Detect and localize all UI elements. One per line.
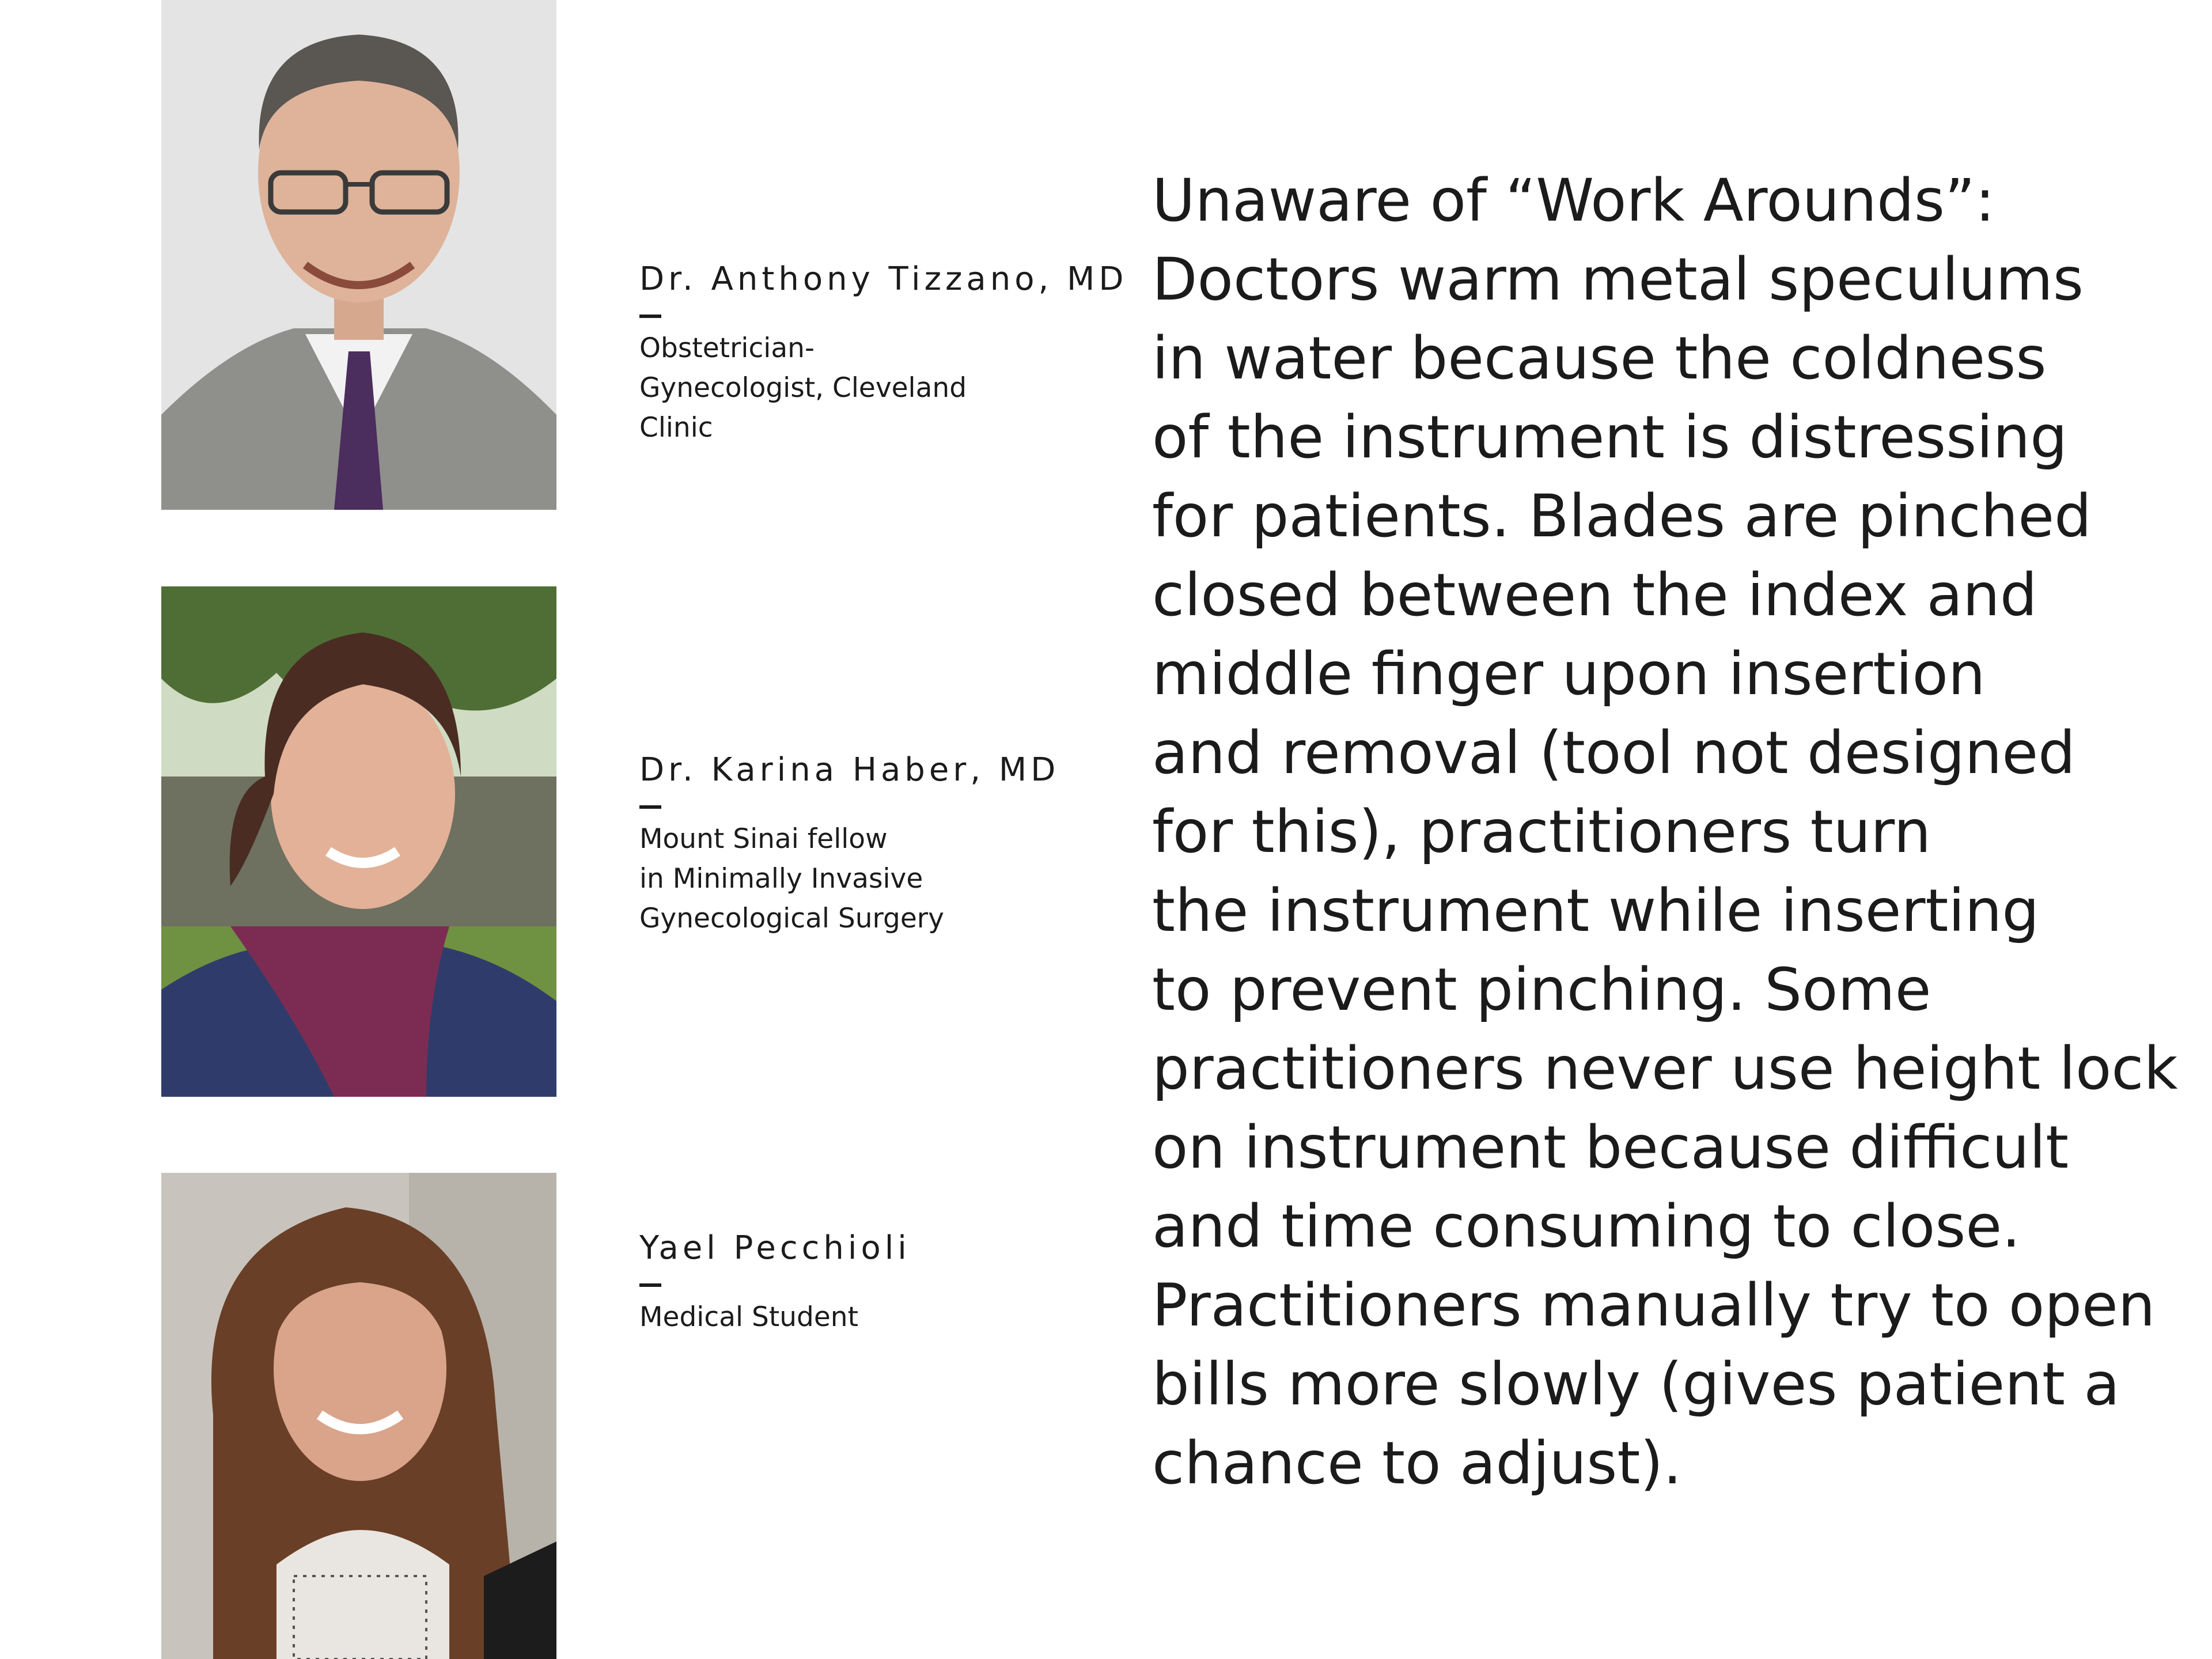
paragraph-line: middle finger upon insertion	[1152, 640, 1986, 709]
photo-anthony-tizzano	[161, 0, 556, 510]
person-title-line: Clinic	[639, 412, 713, 444]
paragraph-line: chance to adjust).	[1152, 1429, 1682, 1498]
paragraph-line: Unaware of “Work Arounds”:	[1152, 166, 1995, 235]
person-card-anthony-tizzano	[639, 259, 1128, 448]
photo-karina-haber	[161, 586, 556, 1097]
person-title-line: Mount Sinai fellow	[639, 823, 888, 855]
paragraph-line: in water because the coldness	[1152, 324, 2047, 393]
work-arounds-paragraph	[1152, 161, 2189, 1503]
divider	[639, 805, 661, 809]
paragraph-line: to prevent pinching. Some	[1152, 956, 1931, 1024]
divider	[639, 315, 661, 318]
person-title-line: in Minimally Invasive	[639, 863, 923, 895]
person-title-line: Gynecological Surgery	[639, 903, 944, 934]
person-title	[639, 819, 1043, 938]
paragraph-line: on instrument because difficult	[1152, 1113, 2069, 1182]
person-name: Dr. Karina Haber, MD	[639, 751, 1060, 789]
divider	[639, 1283, 661, 1287]
person-title-line: Gynecologist, Cleveland	[639, 372, 967, 404]
paragraph-line: and time consuming to close.	[1152, 1192, 2021, 1261]
paragraph-line: and removal (tool not designed	[1152, 719, 2075, 787]
paragraph-line: closed between the index and	[1152, 561, 2037, 630]
paragraph-line: for this), practitioners turn	[1152, 798, 1931, 866]
paragraph-line: Doctors warm metal speculums	[1152, 245, 2084, 314]
paragraph-line: practitioners never use height lock	[1152, 1035, 2178, 1103]
person-card-karina-haber	[639, 750, 1112, 938]
person-title	[639, 1297, 1043, 1337]
paragraph-line: Practitioners manually try to open	[1152, 1271, 2156, 1340]
person-title-line: Medical Student	[639, 1301, 859, 1333]
person-name: Yael Pecchioli	[639, 1229, 911, 1267]
person-title-line: Obstetrician-	[639, 332, 815, 364]
photo-yael-pecchioli	[161, 1173, 556, 1659]
paragraph-line: the instrument while inserting	[1152, 877, 2040, 945]
paragraph-line: bills more slowly (gives patient a	[1152, 1350, 2120, 1419]
paragraph-line: of the instrument is distressing	[1152, 403, 2068, 472]
paragraph-line: for patients. Blades are pinched	[1152, 482, 2092, 551]
person-name: Dr. Anthony Tizzano, MD	[639, 260, 1128, 298]
person-card-yael-pecchioli	[639, 1228, 1112, 1337]
person-title	[639, 328, 1043, 448]
